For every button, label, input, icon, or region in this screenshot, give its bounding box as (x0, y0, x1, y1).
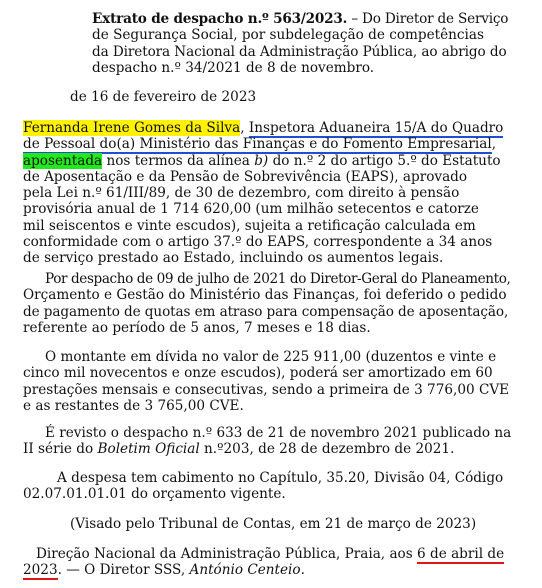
retirement-paragraph (23, 120, 511, 267)
revision-paragraph (23, 425, 511, 458)
p3-line-1: O montante em dívida no valor de 225 911,00 (duzentos e vinte e (45, 349, 497, 365)
footer-line-1: Direção Nacional da Administração Pública, Praia, aos 6 de abril de (36, 546, 505, 562)
dispatch-header (92, 11, 510, 76)
p1-line-3: aposentada nos termos da alínea b) do n.º 2 do artigo 5.º do Estatuto (23, 152, 501, 169)
signature-block (23, 546, 511, 579)
p2-line-1: Por despacho de 09 de julho de 2021 do Diretor-Geral do Planeamento, (45, 271, 511, 287)
p4-line-2: II série do Boletim Oficial n.º203, de 28 de dezembro de 2021. (23, 441, 455, 458)
quota-paragraph (23, 271, 511, 336)
header-line-4: despacho n.º 34/2021 de 8 de novembro. (92, 59, 375, 76)
job-role-part-1: Inspetora Aduaneira 15/A do Quadro (248, 120, 504, 136)
dispatch-title: Extrato de despacho n.º 563/2023. (92, 11, 348, 27)
p1-line-6: provisória anual de 1 714 620,00 (um milhão setecentos e catorze (23, 201, 479, 218)
budget-paragraph (23, 470, 511, 503)
court-approval: (Visado pelo Tribunal de Contas, em 21 de março de 2023) (70, 516, 477, 532)
person-name: Fernanda Irene Gomes da Silva (23, 120, 241, 136)
signing-date-part-2: 2023 (23, 562, 58, 579)
p1-line-4: de Aposentação e da Pensão de Sobrevivência (EAPS), aprovado (23, 168, 468, 185)
p3-line-4: e as restantes de 3 765,00 CVE. (23, 397, 244, 414)
signer-name: António Centeio (189, 562, 301, 579)
job-role-part-2: de Pessoal do(a) Ministério das Finanças e do Fomento Empresarial (23, 136, 492, 153)
header-line-1: Extrato de despacho n.º 563/2023. – Do Diretor de Serviço (92, 11, 509, 27)
p4-line-1: É revisto o despacho n.º 633 de 21 de novembro 2021 publicado na (45, 425, 512, 441)
p1-line-8: conformidade com o artigo 37.º do EAPS, correspondente a 34 anos (23, 234, 493, 251)
p5-line-1: A despesa tem cabimento no Capítulo, 35.20, Divisão 04, Código (57, 470, 504, 486)
debt-paragraph (23, 349, 511, 414)
header-line-2: de Segurança Social, por subdelegação de competências (92, 27, 484, 44)
boletim-oficial: Boletim Oficial (97, 441, 200, 458)
p3-line-2: cinco mil novecentos e onze escudos), poderá ser amortizado em 60 (23, 365, 493, 382)
p5-line-2: 02.07.01.01.01 do orçamento vigente. (23, 486, 286, 503)
p1-line-1: Fernanda Irene Gomes da Silva, Inspetora Aduaneira 15/A do Quadro (23, 120, 504, 136)
p1-line-2: de Pessoal do(a) Ministério das Finanças e do Fomento Empresarial, (23, 136, 497, 153)
p1-line-5: pela Lei n.º 61/III/89, de 30 de dezembro, com direito à pensão (23, 185, 460, 202)
retirement-status: aposentada (23, 152, 103, 169)
signing-date-part-1: 6 de abril de (417, 546, 505, 562)
p2-line-2: Orçamento e Gestão do Ministério das Finanças, foi deferido o pedido (23, 287, 507, 304)
dispatch-date: de 16 de fevereiro de 2023 (70, 89, 257, 105)
header-line-3: da Diretora Nacional da Administração Pública, ao abrigo do (92, 43, 507, 60)
p1-line-7: mil seiscentos e vinte escudos), sujeita a retificação calculada em (23, 217, 476, 234)
p3-line-3: prestações mensais e consecutivas, sendo a primeira de 3 776,00 CVE (23, 381, 510, 398)
p1-line-9: de serviço prestado ao Estado, incluindo os aumentos legais. (23, 250, 444, 267)
p2-line-4: referente ao período de 5 anos, 7 meses e 18 dias. (23, 319, 371, 336)
footer-line-2: 2023. — O Diretor SSS, António Centeio. (23, 562, 305, 579)
p2-line-3: de pagamento de quotas em atraso para compensação de aposentação, (23, 303, 509, 320)
